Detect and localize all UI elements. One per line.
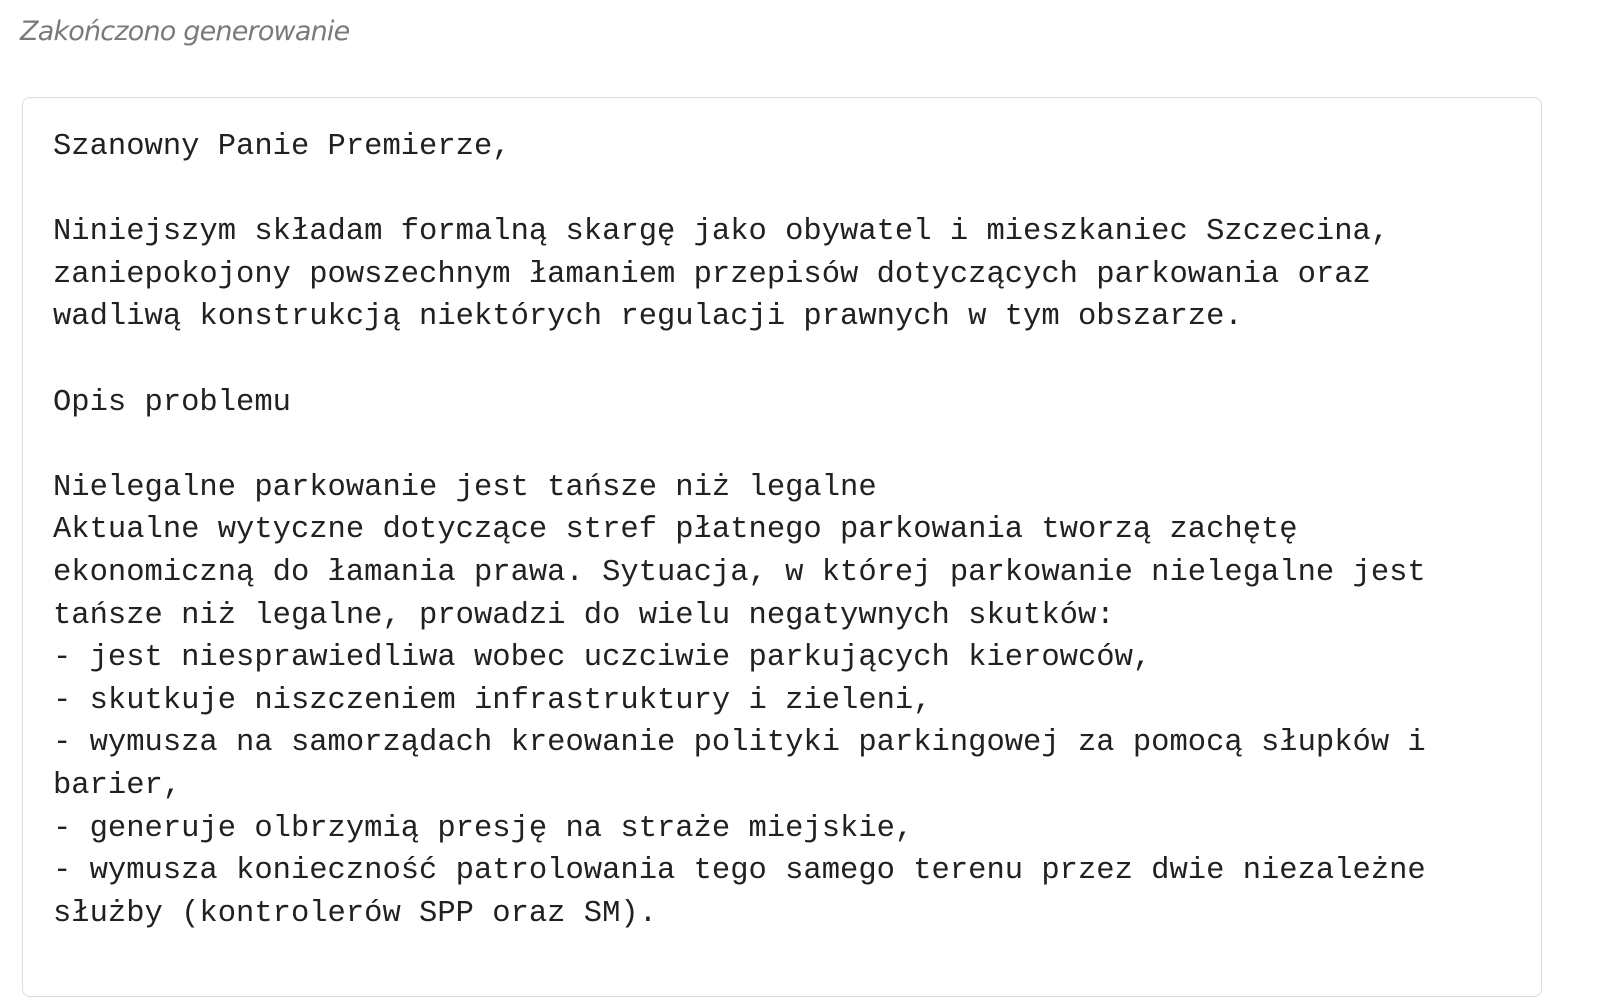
- list-item: - jest niesprawiedliwa wobec uczciwie parkujących kierowców,: [53, 641, 1152, 676]
- text-line: ekonomiczną do łamania prawa. Sytuacja, w której parkowanie nielegalne jest: [53, 555, 1426, 590]
- text-line: Niniejszym składam formalną skargę jako obywatel i mieszkaniec Szczecina,: [53, 215, 1390, 250]
- list-item: - wymusza konieczność patrolowania tego samego terenu przez dwie niezależne: [53, 854, 1426, 889]
- list-item: - wymusza na samorządach kreowanie polityki parkingowej za pomocą słupków i: [53, 726, 1426, 761]
- text-line: tańsze niż legalne, prowadzi do wielu negatywnych skutków:: [53, 598, 1115, 633]
- text-line: Szanowny Panie Premierze,: [53, 130, 511, 164]
- subsection-heading: Nielegalne parkowanie jest tańsze niż legalne: [53, 470, 877, 505]
- generated-text-box[interactable]: [22, 97, 1542, 997]
- list-item: - skutkuje niszczeniem infrastruktury i zieleni,: [53, 683, 932, 718]
- text-line: zaniepokojony powszechnym łamaniem przepisów dotyczących parkowania oraz: [53, 257, 1371, 292]
- text-line: [53, 339, 1426, 382]
- text-line: Aktualne wytyczne dotyczące stref płatnego parkowania tworzą zachętę: [53, 513, 1298, 548]
- text-line: [53, 169, 1426, 212]
- generated-text: [53, 126, 1426, 935]
- text-line: wadliwą konstrukcją niektórych regulacji prawnych w tym obszarze.: [53, 300, 1243, 335]
- generation-status-label: Zakończono generowanie: [20, 16, 350, 47]
- text-line: [53, 424, 1426, 467]
- list-item-continuation: służby (kontrolerów SPP oraz SM).: [53, 896, 657, 931]
- list-item: - generuje olbrzymią presję na straże miejskie,: [53, 811, 914, 846]
- list-item-continuation: barier,: [53, 768, 182, 803]
- section-heading: Opis problemu: [53, 385, 291, 420]
